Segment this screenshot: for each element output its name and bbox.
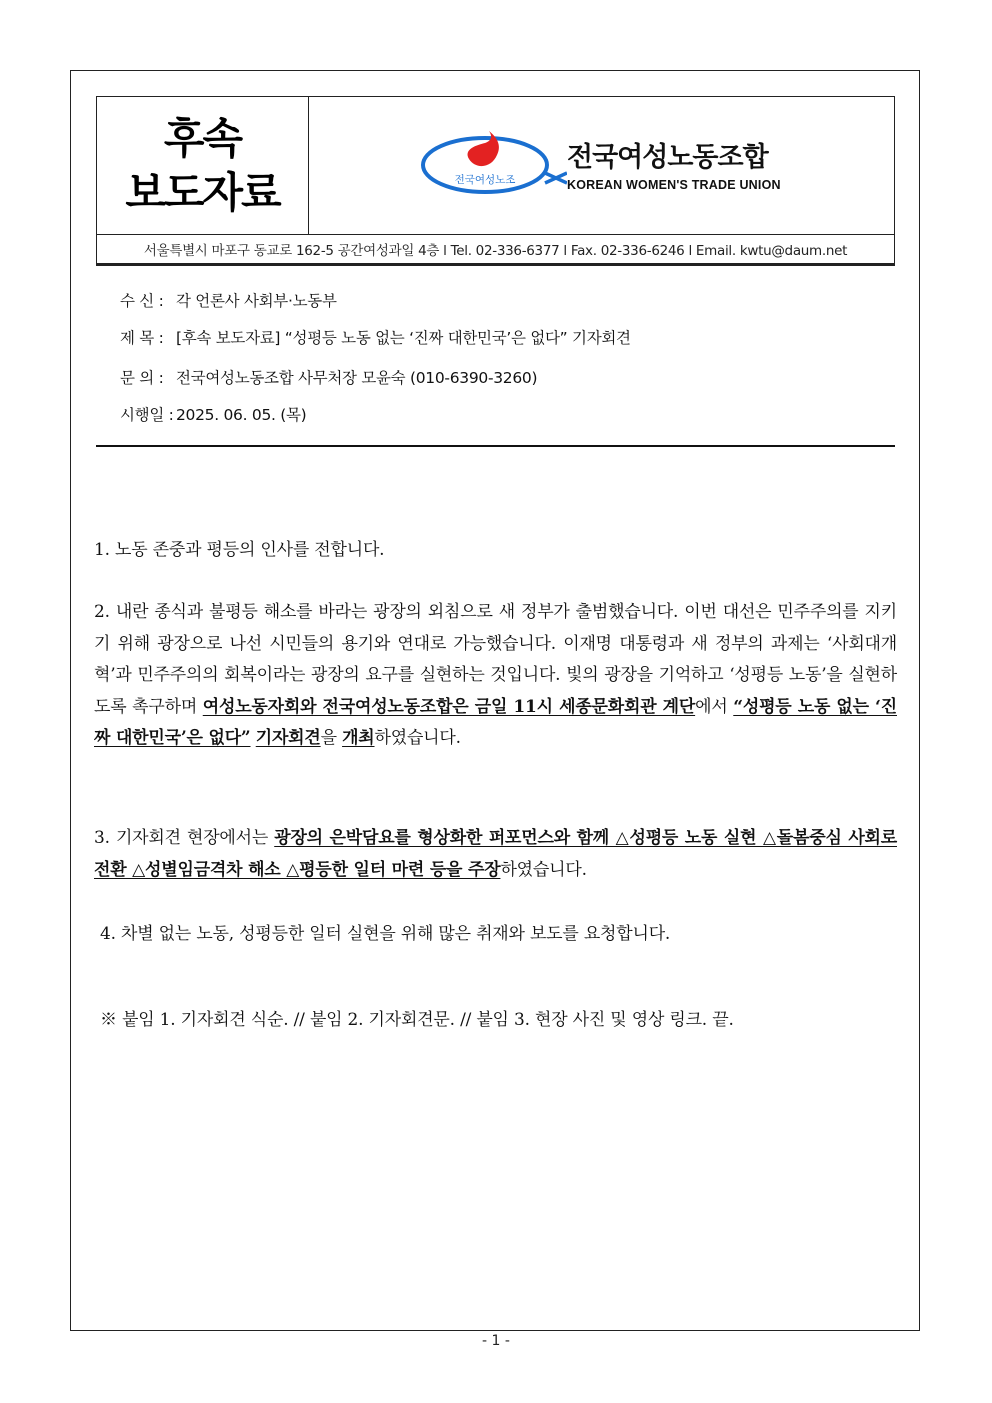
logo-ring-text: 전국여성노조	[454, 174, 516, 186]
p2-bold-press-conference: 기자회견	[255, 728, 321, 748]
p2-text-1: 2. 내란 종식과 불평등 해소를 바라는 광장의 외침으로 새 정부가 출범했습니다. 이번 대선은 민주주의를 지키기 위해 광장으로 나선 시민들의 용기와 연대로 가능했습니다. 이재명 대통령과 새 정부의 과제는 ‘사회대개혁’과 민주주의의 회복이라는 광장의 요구를 실현하는 것입니다. 빛의 광장을 기억하고 ‘성평등 노동’을 실현하도록 촉구하며	[94, 602, 897, 717]
meta-date	[120, 403, 306, 425]
recipient-value: 각 언론사 사회부·노동부	[176, 292, 337, 310]
p2-text-4: 을	[320, 728, 343, 748]
inquiry-label: 문 의 :	[120, 369, 164, 387]
meta-inquiry	[120, 366, 537, 388]
subject-value: [후속 보도자료] “성평등 노동 없는 ‘진짜 대한민국’은 없다” 기자회견	[176, 329, 631, 347]
letterhead	[96, 96, 895, 264]
paragraph-2	[94, 597, 897, 755]
org-name-english: KOREAN WOMEN'S TRADE UNION	[567, 178, 781, 192]
p2-text-5: 하였습니다.	[374, 728, 461, 748]
union-emblem-icon	[417, 125, 567, 205]
title-line-1: 후속	[163, 113, 242, 163]
meta-recipient	[120, 289, 337, 311]
paragraph-4: 4. 차별 없는 노동, 성평등한 일터 실현을 위해 많은 취재와 보도를 요청합니다.	[100, 924, 671, 944]
p2-bold-event-title: “성평등 노동 없는 ‘진짜 대한민국’은 없다”	[94, 696, 897, 748]
meta-divider	[96, 445, 895, 447]
p3-text-1: 3. 기자회견 현장에서는	[94, 828, 275, 848]
letterhead-underline	[96, 264, 895, 266]
p2-text-2: 에서	[695, 696, 734, 717]
meta-subject	[120, 326, 631, 348]
date-label: 시행일 :	[120, 406, 174, 424]
p3-text-2: 하였습니다.	[500, 859, 587, 880]
org-name-korean: 전국여성노동조합	[567, 142, 768, 173]
paragraph-1: 1. 노동 존중과 평등의 인사를 전합니다.	[94, 540, 385, 560]
date-value: 2025. 06. 05. (목)	[176, 406, 307, 424]
page-number: - 1 -	[482, 1333, 510, 1349]
recipient-label: 수 신 :	[120, 292, 164, 310]
document-type-title	[97, 97, 309, 234]
letterhead-top	[97, 97, 894, 235]
attachments-note: ※ 붙임 1. 기자회견 식순. // 붙임 2. 기자회견문. // 붙임 3. 현장 사진 및 영상 링크. 끝.	[100, 1010, 734, 1030]
p2-bold-held: 개최	[342, 728, 375, 748]
p2-bold-organizers: 여성노동자회와 전국여성노동조합은 금일 11시 세종문화회관 계단	[202, 696, 696, 717]
p3-bold-demands: 광장의 은박담요를 형상화한 퍼포먼스와 함께 △성평등 노동 실현 △돌봄중심 사회로 전환 △성별임금격차 해소 △평등한 일터 마련 등을 주장	[94, 828, 897, 880]
paragraph-3	[94, 823, 897, 886]
title-line-2: 보도자료	[125, 167, 280, 217]
contact-line: 서울특별시 마포구 동교로 162-5 공간여성과일 4층 l Tel. 02-336-6377 l Fax. 02-336-6246 l Email. kwtu@daum.net	[143, 243, 848, 259]
union-logo	[417, 125, 797, 205]
subject-label: 제 목 :	[120, 329, 164, 347]
inquiry-value: 전국여성노동조합 사무처장 모윤숙 (010-6390-3260)	[176, 369, 538, 387]
